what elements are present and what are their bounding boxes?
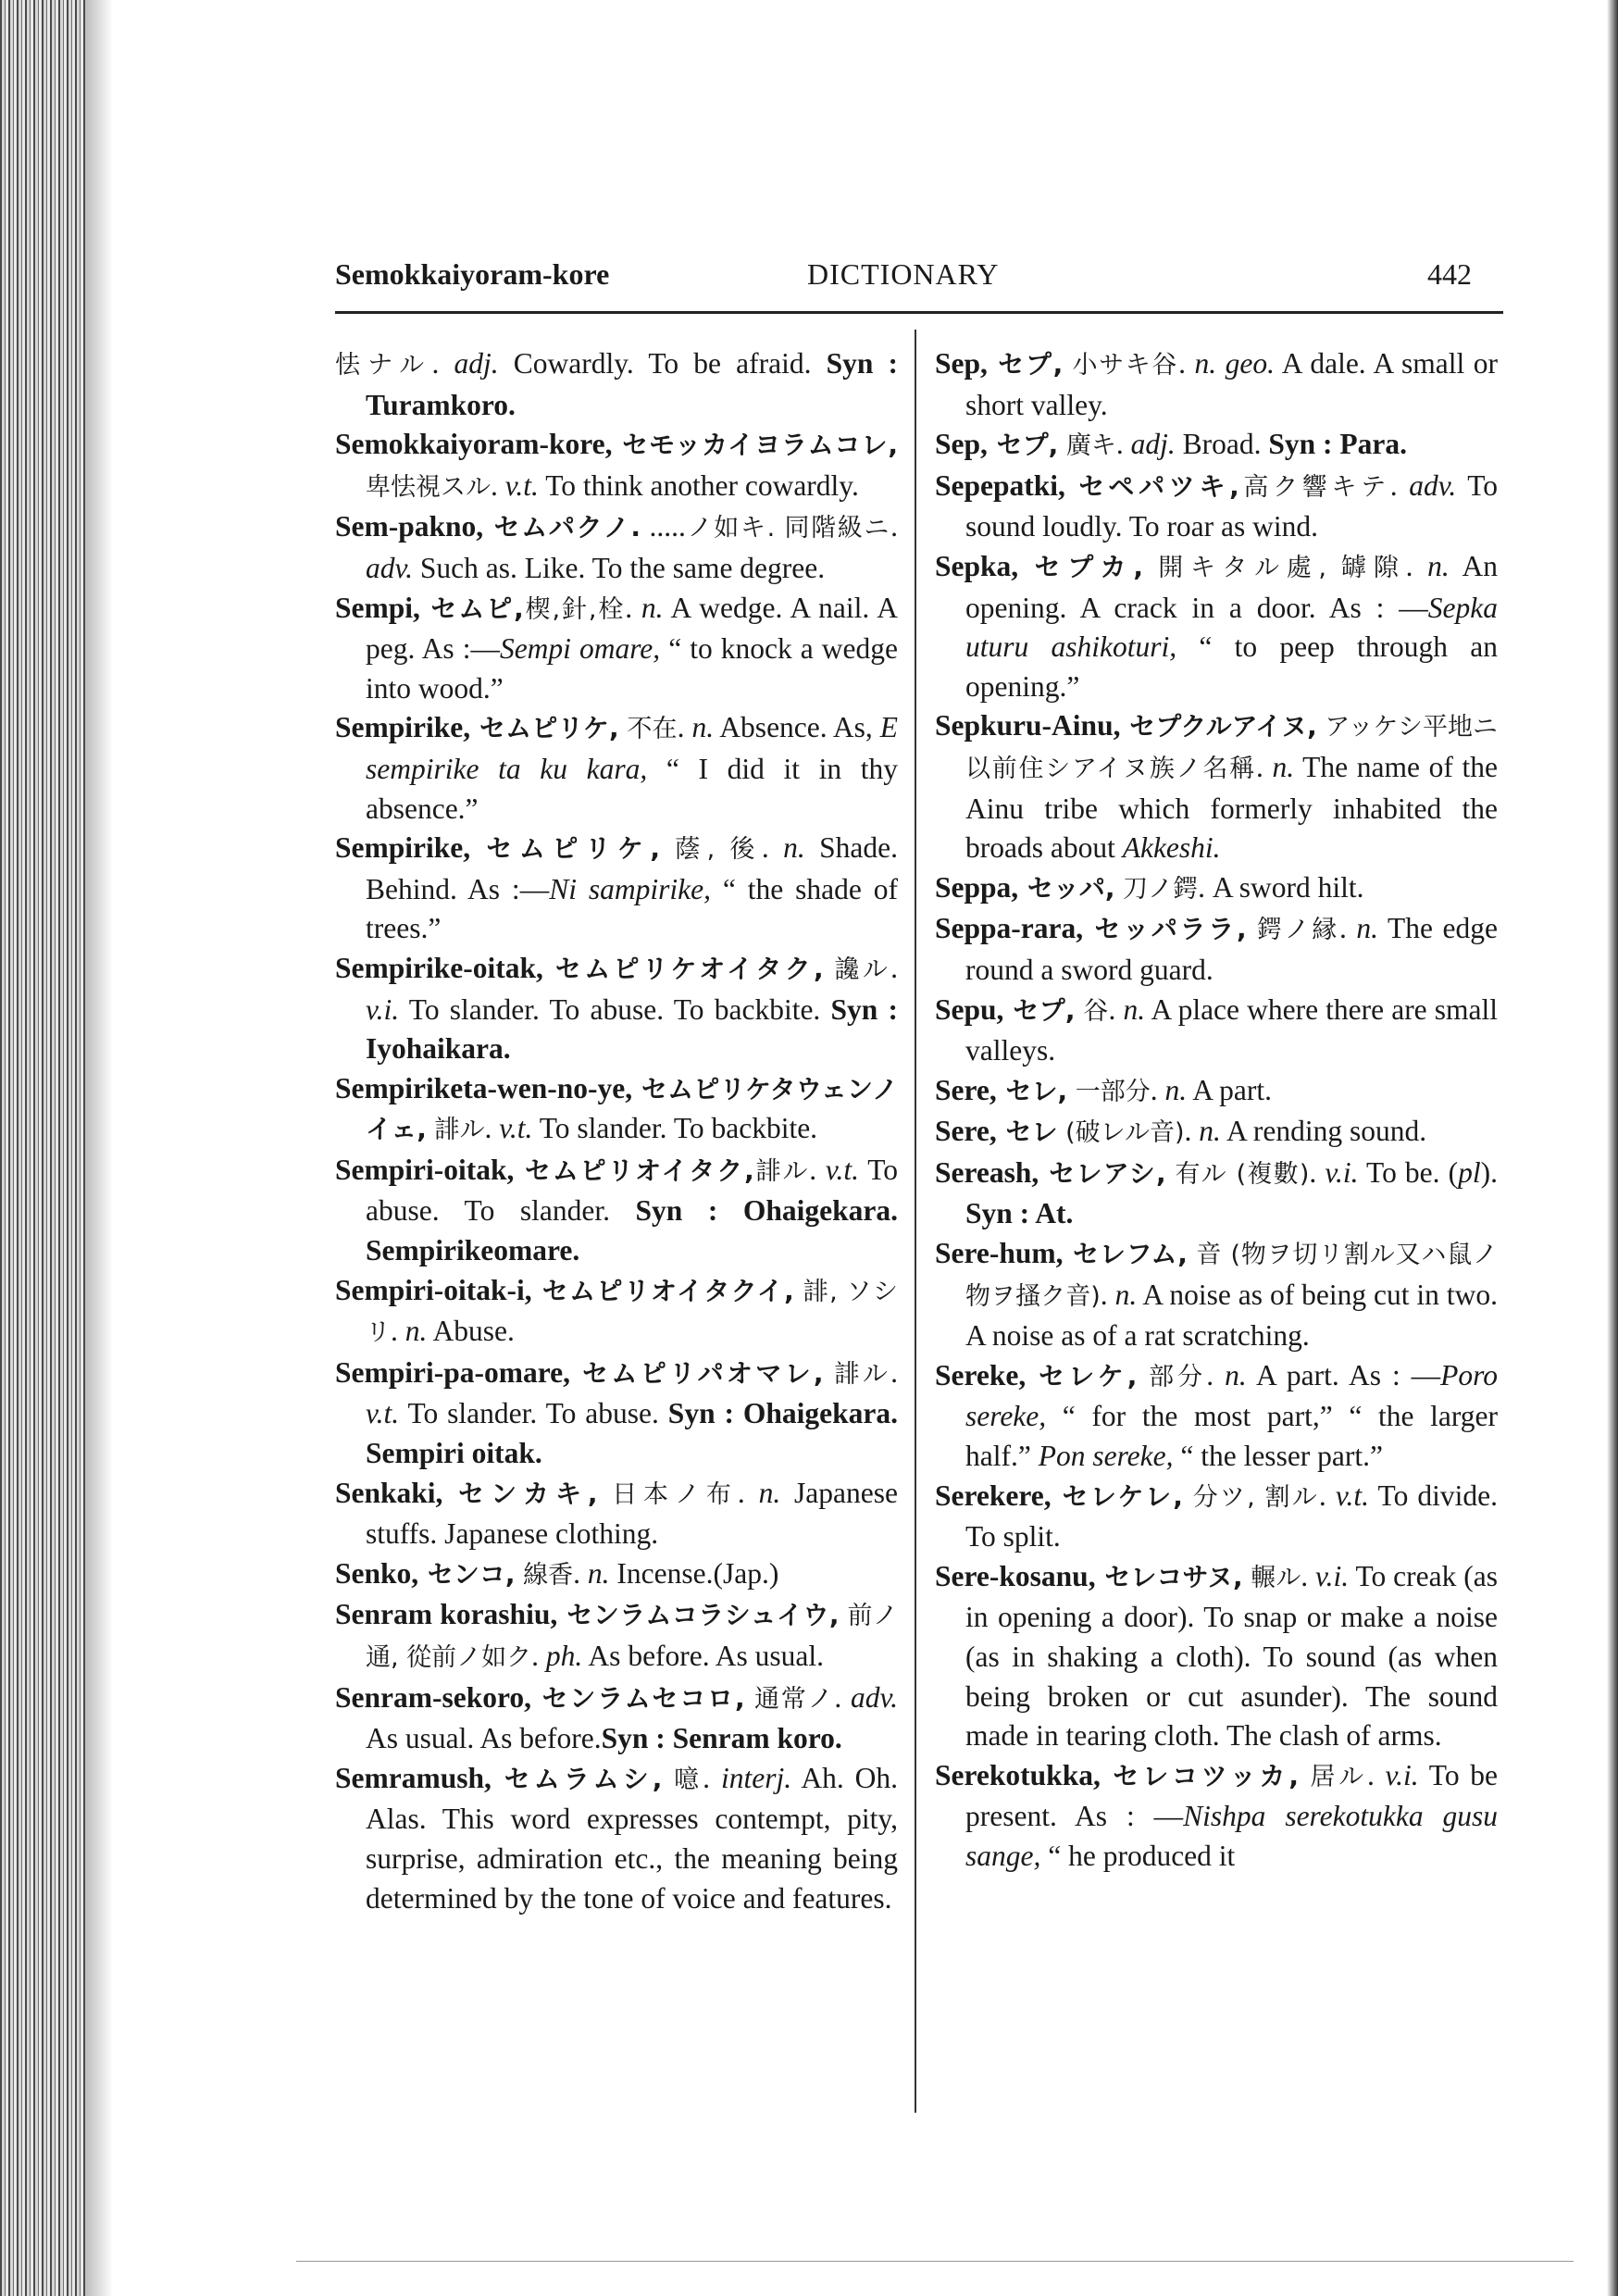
dictionary-entry [935, 1557, 1498, 1756]
entry-headword: Serekotukka, [935, 1758, 1101, 1791]
entry-it: pl [1458, 1155, 1481, 1189]
entry-text: . [1301, 1559, 1316, 1592]
entry-kanji: 楔,針,栓 [523, 594, 626, 624]
entry-kanji: 開キタル處, 罅隙 [1143, 553, 1406, 582]
entry-kana: セレコツッカ, [1100, 1760, 1299, 1791]
entry-it: adv. [850, 1680, 898, 1714]
entry-text: ..... [641, 510, 686, 543]
entry-kanji: 小サキ谷 [1063, 351, 1179, 380]
entry-kana: セムラムシ, [491, 1763, 663, 1794]
entry-kanji: 一部分 [1067, 1077, 1151, 1106]
entry-kanji: 刀ノ鍔 [1114, 874, 1199, 904]
entry-it: Sempi omare, [499, 632, 661, 666]
entry-kana: セムピリケ, [470, 713, 619, 744]
entry-kanji: 蔭, 後 [660, 835, 762, 865]
entry-headword: Seppa-rara, [935, 912, 1084, 945]
entry-kana: セレコサヌ, [1095, 1561, 1243, 1592]
entry-it: n. [1164, 1073, 1188, 1106]
entry-kana: セモッカイヨラムコレ, [612, 430, 898, 461]
entry-text: Cowardly. To be afraid. [498, 347, 827, 380]
entry-headword: Sere, [935, 1115, 997, 1148]
entry-text: . [1206, 1358, 1226, 1391]
dictionary-entry [935, 344, 1498, 425]
entry-text: . [890, 1355, 899, 1389]
bottom-edge-line [296, 2261, 1574, 2262]
entry-kana: セプ, [987, 430, 1059, 461]
entry-text: Japanese stuffs. Japanese clothing. [366, 1476, 898, 1551]
entry-text: “ he produced it [1040, 1839, 1236, 1872]
dictionary-entry [335, 1678, 898, 1759]
entry-kanji: 不在 [618, 715, 678, 744]
entry-kana: センカキ, [442, 1478, 598, 1509]
entry-it: interj. [720, 1761, 792, 1794]
entry-text: . [573, 1556, 588, 1590]
entry-it: n. [1225, 1358, 1247, 1391]
entry-text: Such as. Like. To the same degree. [413, 551, 826, 584]
entry-it: n. [758, 1476, 781, 1509]
dictionary-entry [335, 507, 898, 588]
entry-kanji: 誹ル [753, 1156, 810, 1186]
entry-it: n. [404, 1315, 428, 1348]
entry-syn: Syn : Ohaigekara. Sempirikeomare. [366, 1194, 899, 1267]
entry-headword: Seppa, [935, 870, 1019, 904]
dictionary-entry [935, 425, 1498, 467]
entry-headword: Sempiri-oitak-i, [335, 1273, 532, 1306]
entry-text: . [677, 711, 692, 744]
dictionary-entry [935, 1477, 1498, 1557]
entry-kana: セプクルアイヌ, [1120, 711, 1317, 742]
left-column [335, 344, 898, 1918]
entry-text: . [890, 951, 898, 984]
dictionary-entry [935, 991, 1498, 1071]
entry-kanji: 前ノ通, 從前ノ如ク [366, 1602, 898, 1672]
entry-it: n. [783, 831, 805, 865]
entry-it: Pon sereke, [1038, 1440, 1174, 1473]
entry-headword: Sere-hum, [935, 1237, 1064, 1270]
entry-headword: Serekere, [935, 1479, 1052, 1512]
entry-text: A part. As : — [1246, 1358, 1441, 1391]
entry-text: A part. [1187, 1073, 1273, 1106]
column-divider [915, 330, 916, 2113]
entry-text: . [1184, 1115, 1200, 1148]
entry-it: v.i. [366, 992, 400, 1026]
entry-headword: Sempiri-pa-omare, [335, 1355, 570, 1389]
dictionary-entry [935, 868, 1498, 910]
entry-kana: セプ, [987, 349, 1064, 380]
entry-text: A dale. A small or short valley. [965, 347, 1499, 421]
entry-headword: Sempi, [335, 591, 420, 624]
entry-it: n. [1123, 992, 1146, 1026]
entry-text: . [737, 1476, 759, 1509]
entry-it: n. [1356, 912, 1379, 945]
dictionary-entry [935, 1071, 1498, 1113]
entry-headword: Sepu, [935, 992, 1004, 1026]
entry-text: A noise as of being cut in two. A noise as of a rat scratching. [965, 1278, 1498, 1353]
entry-kana: セレケ, [1026, 1360, 1138, 1391]
entry-it: n. [1199, 1115, 1221, 1148]
dictionary-entry [335, 708, 898, 829]
entry-headword: Sempiriketa-wen-no-ye, [335, 1071, 633, 1104]
entry-text: “ I did it in thy absence.” [366, 752, 899, 825]
entry-it: ph. [545, 1640, 583, 1672]
entry-headword: Senram korashiu, [335, 1598, 558, 1631]
entry-kanji: 日本ノ布 [597, 1479, 738, 1509]
entry-kana: セムピリケオイタク, [542, 953, 824, 984]
entry-kana: セレ [996, 1117, 1058, 1148]
dictionary-entry [935, 1154, 1498, 1234]
entry-text: . [761, 831, 784, 865]
entry-headword: Senko, [335, 1556, 419, 1590]
gutter-shadow [85, 0, 113, 2296]
entry-kana: セムパクノ. [483, 512, 641, 543]
entry-text: As usual. As before. [366, 1722, 602, 1755]
entry-text: . [391, 1315, 405, 1348]
entry-text: . [1100, 1278, 1115, 1311]
entry-it: v.i. [1385, 1758, 1419, 1791]
entry-kana: セムピリケタウェンノイェ, [366, 1073, 898, 1145]
entry-kanji: ノ如キ. 同階級ニ [685, 514, 891, 543]
dictionary-entry [335, 1474, 898, 1554]
entry-kanji: 音 (物ヲ切リ割ル又ハ鼠ノ物ヲ搔ク音) [965, 1241, 1498, 1311]
entry-kana: セプ, [1003, 994, 1076, 1026]
entry-text: To sound loudly. To roar as wind. [965, 468, 1499, 543]
entry-text: . [1115, 428, 1131, 461]
dictionary-entry [335, 344, 898, 425]
entry-text: To slander. To abuse. [399, 1397, 668, 1430]
entry-text: Ah. Oh. Alas. This word expresses contempt, pity, surprise, admiration etc., the meaning being determined by the tone of voice and features. [366, 1761, 899, 1915]
entry-kanji: 誹ル [823, 1359, 891, 1389]
dictionary-entry [335, 1595, 898, 1678]
entry-it: adj. [1130, 428, 1176, 461]
entry-it: v.i. [1315, 1559, 1350, 1592]
header-rule [335, 311, 1503, 314]
entry-text: . [703, 1761, 721, 1794]
entry-headword: Sere-kosanu, [935, 1559, 1096, 1592]
entry-text: . [1108, 992, 1124, 1026]
entry-kana: セムピ, [419, 593, 524, 624]
entry-text: A rending sound. [1220, 1115, 1427, 1148]
entry-text: . [1255, 750, 1273, 783]
entry-headword: Sereke, [935, 1358, 1027, 1391]
dictionary-entry [935, 1112, 1498, 1154]
entry-text: . [1309, 1155, 1326, 1189]
entry-it: n. geo. [1194, 347, 1276, 380]
entry-it: E sempirike ta ku kara, [366, 711, 899, 785]
entry-text: Abuse. [427, 1315, 515, 1348]
entry-headword: Sepepatki, [935, 468, 1065, 502]
entry-it: n. [1114, 1278, 1138, 1311]
entry-kanji: 誹ル [426, 1116, 485, 1145]
entry-text: The name of the Ainu tribe which formerly inhabited the broads about [965, 750, 1499, 865]
entry-headword: Sem-pakno, [335, 510, 484, 543]
entry-kanji: 居ル [1298, 1762, 1367, 1791]
entry-headword: Sempirike-oitak, [335, 951, 543, 984]
entry-it: v.t. [499, 1112, 533, 1145]
entry-text: An opening. A crack in a door. As : — [965, 549, 1499, 624]
entry-it: Sepka uturu ashikoturi, [965, 591, 1498, 664]
entry-text: “ the lesser part.” [1173, 1440, 1383, 1473]
page-edge-shadow [1607, 0, 1618, 2296]
entry-text: Incense.(Jap.) [609, 1556, 779, 1590]
entry-text: . [625, 591, 641, 624]
entry-it: v.t. [366, 1397, 400, 1430]
dictionary-entry [935, 909, 1498, 990]
entry-text: Broad. [1175, 428, 1269, 461]
entry-kana: セムピリオイタクイ, [531, 1275, 794, 1306]
entry-it: adv. [366, 551, 414, 584]
entry-kana: セムピリオイタク, [514, 1154, 754, 1186]
entry-kana: センラムセコロ, [531, 1682, 745, 1714]
entry-kanji: 有ル (複數) [1165, 1159, 1310, 1189]
entry-syn: Syn : Senram koro. [601, 1722, 842, 1755]
entry-it: n. [1427, 549, 1450, 582]
entry-text: “ the shade of trees.” [366, 872, 899, 945]
entry-kanji: 噫 [662, 1765, 703, 1794]
entry-kana: セッパ, [1018, 872, 1115, 904]
header-guide-word: Semokkaiyoram-kore [335, 257, 610, 291]
entry-kanji: 鍔ノ縁 [1246, 916, 1339, 945]
entry-headword: Sepka, [935, 549, 1019, 582]
entry-text: . [890, 510, 898, 543]
dictionary-entry [335, 1354, 898, 1474]
entry-it: Akkeshi. [1122, 831, 1221, 865]
entry-it: v.t. [825, 1153, 860, 1186]
dictionary-entry [335, 1271, 898, 1354]
entry-headword: Semokkaiyoram-kore, [335, 428, 613, 461]
entry-it: v.t. [504, 468, 539, 502]
entry-syn: Syn : Turamkoro. [366, 347, 899, 421]
entry-text: . [1366, 1758, 1386, 1791]
entry-headword: Senkaki, [335, 1476, 443, 1509]
entry-text: . [1389, 468, 1410, 502]
entry-kanji: 線香 [515, 1560, 574, 1590]
entry-it: n. [587, 1556, 610, 1590]
entry-text: Shade. Behind. As :— [366, 831, 898, 905]
entry-kanji: 通常ノ [744, 1684, 835, 1714]
entry-headword: Semramush, [335, 1761, 492, 1794]
entry-kanji: アッケシ平地ニ以前住シアイヌ族ノ名稱 [965, 713, 1499, 783]
right-column [935, 344, 1498, 1877]
entry-kanji: 部分 [1137, 1362, 1207, 1391]
entry-text: To creak (as in opening a door). To snap or make a noise (as in shaking a cloth). To sound (as when being broken or cut asunder). The sound made in tearing cloth. The clash of arms. [965, 1559, 1498, 1753]
entry-it: v.t. [1335, 1479, 1370, 1512]
dictionary-entry [335, 829, 898, 949]
entry-text: . [1318, 1479, 1336, 1512]
entry-kanji: 誹, ソシリ [366, 1277, 898, 1348]
entry-syn: Syn : Iyohaikara. [366, 992, 898, 1066]
entry-text: . [1338, 912, 1357, 945]
entry-kana: センコ, [418, 1558, 516, 1590]
entry-text: To slander. To abuse. To backbite. [399, 992, 831, 1026]
entry-text: . [1178, 347, 1195, 380]
book-spine-shadow [0, 0, 85, 2296]
entry-text: To divide. To split. [965, 1479, 1499, 1554]
entry-it: v.i. [1325, 1155, 1359, 1189]
entry-headword: Sep, [935, 428, 988, 461]
entry-text: . [1150, 1073, 1165, 1106]
entry-headword: Sereash, [935, 1155, 1039, 1189]
entry-kanji: 高ク響キテ [1238, 472, 1390, 502]
entry-kana: セプカ, [1018, 551, 1144, 582]
entry-it: n. [641, 591, 664, 624]
entry-text: . [834, 1680, 851, 1714]
entry-kana: セムピリケ, [470, 833, 661, 865]
entry-kana: センラムコラシュイウ, [557, 1600, 840, 1631]
entry-headword: Sere, [935, 1073, 997, 1106]
entry-text: To be present. As : — [965, 1758, 1498, 1833]
entry-text: Absence. As, [714, 711, 880, 744]
entry-headword: Sepkuru-Ainu, [935, 709, 1121, 742]
dictionary-entry [335, 1554, 898, 1596]
entry-text: A place where there are small valleys. [965, 992, 1498, 1067]
entry-it: n. [691, 711, 715, 744]
entry-headword: Sep, [935, 347, 988, 380]
entry-text: . [491, 468, 505, 502]
entry-it: Poro sereke, [965, 1358, 1499, 1433]
entry-kana: セムピリパオマレ, [570, 1357, 824, 1389]
entry-text: . [484, 1112, 500, 1145]
entry-it: n. [1272, 750, 1295, 783]
entry-headword: Sempirike, [335, 831, 471, 865]
entry-syn: Syn : At. [965, 1197, 1074, 1230]
entry-text: To be. ( [1358, 1155, 1459, 1189]
dictionary-entry [935, 547, 1498, 706]
entry-text: A wedge. A nail. A peg. As :— [366, 591, 899, 666]
dictionary-entry [935, 1356, 1498, 1477]
dictionary-entry [335, 1069, 898, 1151]
entry-it: Ni sampirike, [549, 872, 711, 905]
entry-kanji: 輾ル [1242, 1563, 1301, 1592]
entry-text: . A sword hilt. [1198, 870, 1364, 904]
entry-text: . [431, 347, 454, 380]
entry-text: . [1405, 549, 1428, 582]
dictionary-entry [335, 1759, 898, 1918]
entry-kana: セレフム, [1063, 1239, 1188, 1270]
entry-kanji: 廣キ [1058, 431, 1116, 461]
entry-kanji: 谷 [1075, 996, 1109, 1026]
dictionary-entry [335, 949, 898, 1069]
entry-text: . [531, 1640, 546, 1672]
dictionary-entry [335, 1151, 898, 1271]
entry-text: ). [1480, 1155, 1499, 1189]
dictionary-entry [935, 706, 1498, 867]
entry-it: adv. [1409, 468, 1457, 502]
entry-text: “ to peep through an opening.” [965, 630, 1499, 703]
running-header [335, 257, 1500, 304]
header-title: DICTIONARY [807, 257, 1000, 291]
entry-text: . [809, 1153, 826, 1186]
entry-text: As before. As usual. [582, 1640, 825, 1672]
entry-kanji: 怯ナル [335, 351, 432, 380]
dictionary-entry [935, 1234, 1498, 1356]
entry-text: The edge round a sword guard. [965, 912, 1498, 986]
entry-text: To slander. To backbite. [532, 1112, 818, 1145]
entry-text: “ for the most part,” “ the larger half.” [965, 1400, 1498, 1473]
entry-kana: セレアシ, [1039, 1157, 1166, 1189]
entry-syn: Syn : Ohaigekara. Sempiri oitak. [366, 1397, 898, 1470]
entry-it: adj. [454, 347, 499, 380]
entry-text: To abuse. To slander. [366, 1153, 899, 1228]
entry-kana: セッパララ, [1083, 914, 1247, 945]
dictionary-entry [335, 589, 898, 709]
entry-it: Nishpa serekotukka gusu sange, [965, 1800, 1498, 1872]
entry-headword: Senram-sekoro, [335, 1680, 532, 1714]
dictionary-entry [935, 1756, 1498, 1877]
dictionary-entry [935, 467, 1498, 547]
entry-kana: セレ, [996, 1075, 1068, 1106]
entry-kanji: (破レル音) [1057, 1118, 1185, 1148]
entry-headword: Sempirike, [335, 711, 471, 744]
entry-syn: Syn : Para. [1268, 428, 1408, 461]
entry-text: To think another cowardly. [538, 468, 859, 502]
entry-headword: Sempiri-oitak, [335, 1153, 515, 1186]
entry-kanji: 卑怯視スル [366, 472, 491, 502]
entry-kana: セペパツキ, [1064, 470, 1239, 502]
entry-kanji: 讒ル [823, 955, 891, 984]
page-number: 442 [1427, 257, 1472, 291]
dictionary-entry [335, 425, 898, 507]
entry-kana: セレケレ, [1051, 1480, 1183, 1512]
entry-text: “ to knock a wedge into wood.” [366, 632, 898, 705]
entry-kanji: 分ツ, 割ル [1182, 1482, 1319, 1512]
